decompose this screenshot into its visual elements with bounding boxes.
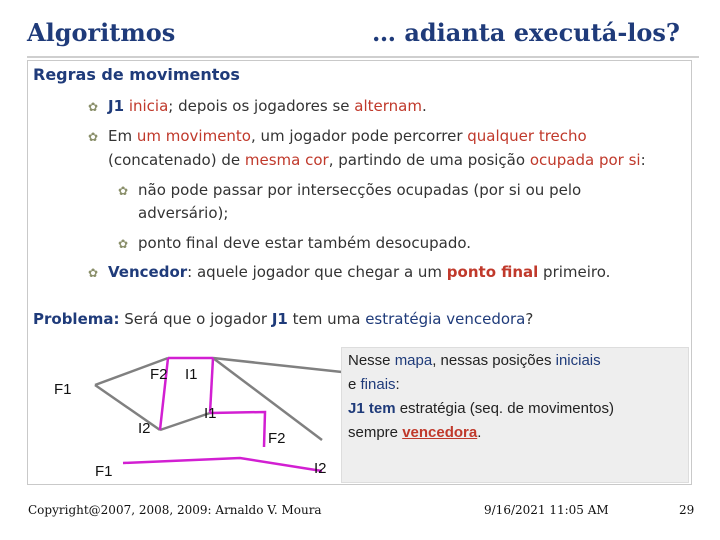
callout-iniciais: iniciais [555, 352, 601, 369]
node-label-f2: F2 [268, 430, 286, 447]
gray-edges [95, 358, 342, 440]
rule-text: Em [108, 127, 137, 145]
problem-estrategia: estratégia vencedora [365, 310, 526, 328]
rule-qualquer-trecho: qualquer trecho [467, 127, 587, 145]
rule-vencedor: Vencedor [108, 263, 188, 281]
callout-text: estratégia (seq. de movimentos) [395, 400, 614, 417]
node-label-f2: F2 [150, 366, 168, 383]
node-label-f1: F1 [54, 381, 72, 398]
rule-text: : aquele jogador que chegar a um [187, 263, 447, 281]
sub-rule-1-line-1: não pode passar por intersecções ocupadas (por si ou pelo [138, 181, 582, 199]
problem-text: tem uma [287, 310, 366, 328]
bullet-icon: ✿ [88, 130, 99, 144]
problem-text: ? [525, 310, 534, 328]
callout-vencedora: vencedora [402, 424, 478, 441]
rule-text: (concatenado) de [108, 151, 245, 169]
sub-rule-2: ponto final deve estar também desocupado. [138, 234, 472, 252]
problem-j1: J1 [271, 310, 288, 328]
callout-line-1 [348, 350, 601, 372]
problem-label: Problema: [33, 310, 120, 328]
callout-text: : [395, 376, 400, 393]
callout-text: sempre [348, 424, 403, 441]
rule-inicia: inicia [128, 97, 169, 115]
bullet-icon: ✿ [118, 184, 129, 198]
callout-text: Nesse [348, 352, 395, 369]
rule-text: . [421, 97, 427, 115]
rule-text: ; depois os jogadores se [168, 97, 355, 115]
callout-text: , nessas posições [432, 352, 556, 369]
callout-text: . [477, 424, 482, 441]
edge [210, 412, 265, 447]
rule-text: : [640, 151, 646, 169]
bullet-icon: ✿ [118, 237, 129, 251]
rule-text: , um jogador pode percorrer [251, 127, 468, 145]
footer-page-number: 29 [679, 503, 695, 517]
edge [123, 458, 322, 471]
node-label-f1: F1 [95, 463, 113, 480]
slide-title: Algoritmos [27, 18, 176, 47]
slide-subtitle: … adianta executá-los? [371, 18, 680, 47]
rules-heading: Regras de movimentos [33, 65, 240, 84]
footer-datetime: 9/16/2021 11:05 AM [484, 503, 609, 517]
problem-text: Será que o jogador [119, 310, 272, 328]
callout-line-2 [348, 374, 400, 396]
edge [213, 358, 342, 372]
callout-line-3 [348, 398, 614, 420]
callout-line-4 [348, 422, 481, 444]
rule-ocupada: ocupada por si [529, 151, 641, 169]
sub-rule-1-line-2: adversário); [138, 204, 229, 222]
node-label-i1: I1 [204, 405, 217, 422]
rule-text: primeiro. [538, 263, 611, 281]
bullet-icon: ✿ [88, 100, 99, 114]
node-label-i2: I2 [314, 460, 327, 477]
rule-um-movimento: um movimento [136, 127, 251, 145]
callout-text: e [348, 376, 361, 393]
rule-alternam: alternam [354, 97, 422, 115]
callout-j1-tem: J1 tem [348, 400, 396, 417]
edge [213, 358, 322, 440]
callout-mapa: mapa [394, 352, 433, 369]
callout-finais: finais [360, 376, 396, 393]
rule-ponto-final: ponto final [446, 263, 539, 281]
callout-box [341, 347, 689, 483]
edge [160, 413, 210, 430]
rule-mesma-cor: mesma cor [244, 151, 329, 169]
node-label-i2: I2 [138, 420, 151, 437]
bullet-icon: ✿ [88, 266, 99, 280]
footer-copyright: Copyright@2007, 2008, 2009: Arnaldo V. Moura [28, 503, 322, 517]
player-j1: J1 [108, 97, 125, 115]
rule-text: , partindo de uma posição [328, 151, 530, 169]
node-label-i1: I1 [185, 366, 198, 383]
